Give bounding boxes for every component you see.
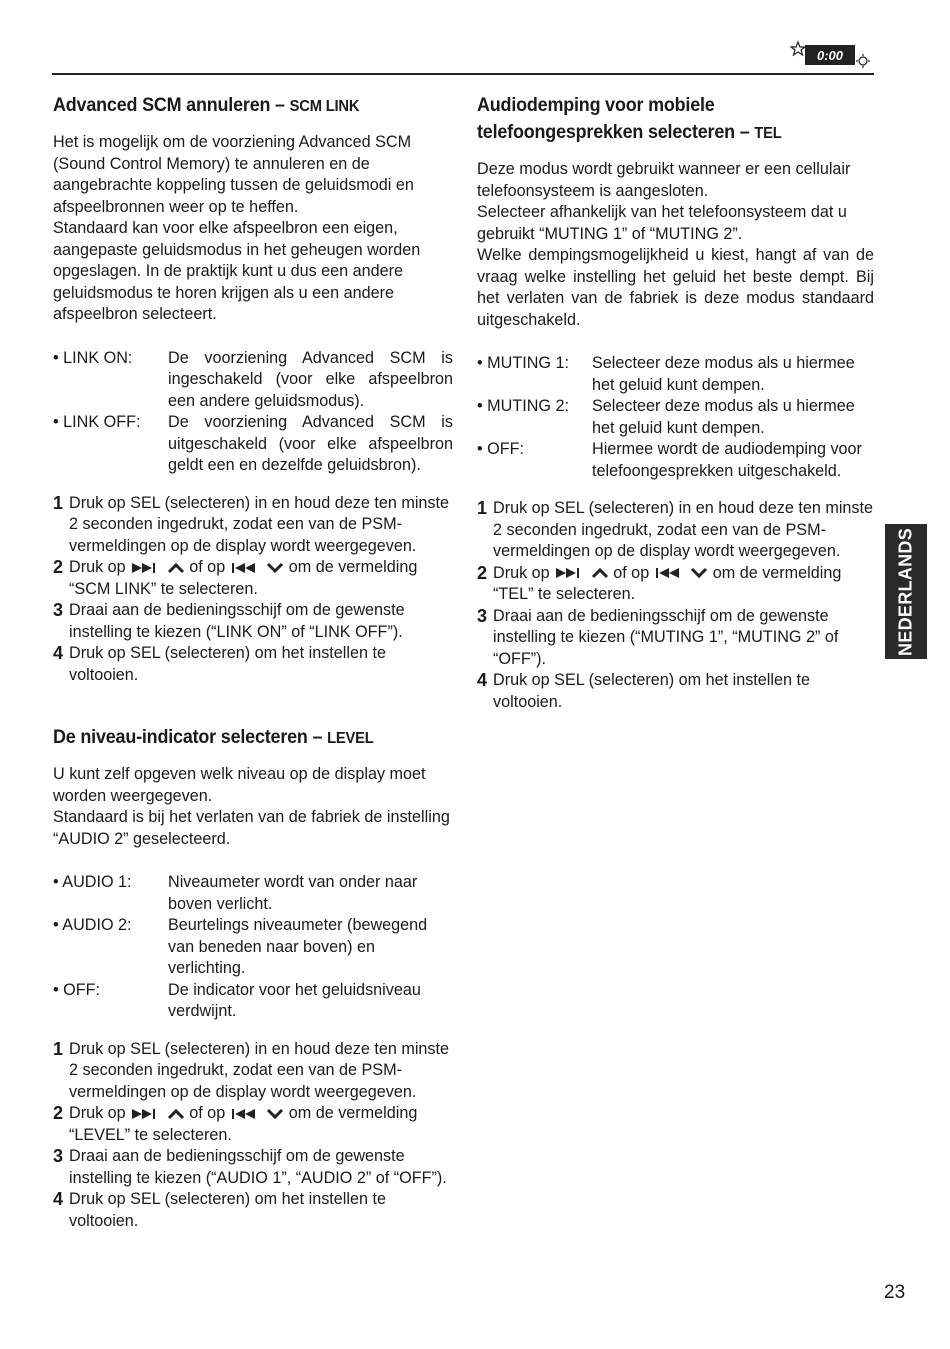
list-item: • AUDIO 2: Beurtelings niveaumeter (bewegend van beneden naar boven) en verlichting. <box>53 916 428 977</box>
paragraph: Standaard kan voor elke afspeelbron een eigen, aangepaste geluidsmodus in het geheugen worden opgeslagen. In de praktijk kunt u dus een andere geluidsmodus te horen krijgen als u een andere afspeelbron selecteert. <box>53 219 421 323</box>
step-4: 4 Druk op SEL (selecteren) om het instellen te voltooien. <box>53 643 387 684</box>
step-4: 4 Druk op SEL (selecteren) om het instellen te voltooien. <box>477 670 811 711</box>
list-item: • LINK ON: De voorziening Advanced SCM is ingeschakeld (voor elke afspeelbron een andere geluidsmodus). <box>53 348 453 410</box>
list-item: • OFF: Hiermee wordt de audiodemping voor telefoongesprekken uitgeschakeld. <box>477 440 862 480</box>
chevron-up-icon <box>167 562 185 574</box>
list-item: • AUDIO 1: Niveaumeter wordt van onder naar boven verlicht. <box>53 873 418 913</box>
skip-next-icon <box>130 562 162 574</box>
chevron-up-icon <box>591 567 609 579</box>
header-rule <box>52 73 874 75</box>
step-3: 3 Draai aan de bedieningsschijf om de gewenste instelling te kiezen (“LINK ON” of “LINK OFF”). <box>53 600 405 641</box>
step-1: 1 Druk op SEL (selecteren) in en houd deze ten minste 2 seconden ingedrukt, zodat een van de PSM-vermeldingen op de display wordt weergegeven. <box>53 1038 450 1101</box>
section-title-tel: Audiodemping voor mobiele telefoongesprekken selecteren – TEL <box>477 94 782 143</box>
left-column <box>53 92 453 1232</box>
clock-display-icon <box>790 40 872 70</box>
step-3: 3 Draai aan de bedieningsschijf om de gewenste instelling te kiezen (“MUTING 1”, “MUTING 2” of “OFF”). <box>477 605 839 668</box>
skip-previous-icon <box>654 567 686 579</box>
chevron-down-icon <box>266 1108 284 1120</box>
paragraph: Welke dempingsmogelijkheid u kiest, hangt af van de vraag welke instelling het geluid het beste dempt. Bij het verlaten van de fabriek is deze modus standaard uitgeschakeld. <box>477 246 874 329</box>
page-number: 23 <box>884 1282 906 1303</box>
step-2: 2 Druk op of op om de vermelding “TEL” te selecteren. <box>477 562 842 603</box>
step-1: 1 Druk op SEL (selecteren) in en houd deze ten minste 2 seconden ingedrukt, zodat een van de PSM-vermeldingen op de display wordt weergegeven. <box>477 498 874 560</box>
clock-display-text: 0:00 <box>816 48 844 63</box>
right-column <box>477 92 874 713</box>
list-item: • MUTING 2: Selecteer deze modus als u hiermee het geluid kunt dempen. <box>477 397 855 437</box>
skip-next-icon <box>130 1108 162 1120</box>
section-title-scm: Advanced SCM annuleren – SCM LINK <box>53 94 360 116</box>
paragraph: Deze modus wordt gebruikt wanneer er een cellulair telefoonsysteem is aangesloten. <box>477 160 851 200</box>
step-2: 2 Druk op of op om de vermelding “SCM LINK” te selecteren. <box>53 557 418 598</box>
skip-previous-icon <box>230 1108 262 1120</box>
step-2: 2 Druk op of op om de vermelding “LEVEL” te selecteren. <box>53 1103 418 1144</box>
list-item: • LINK OFF: De voorziening Advanced SCM is uitgeschakeld (voor elke afspeelbron geldt een en dezelfde geluidsbron). <box>53 413 453 474</box>
paragraph: U kunt zelf opgeven welk niveau op de display moet worden weergegeven. <box>53 765 426 805</box>
language-tab-label: NEDERLANDS <box>895 527 916 656</box>
chevron-down-icon <box>690 567 708 579</box>
language-tab <box>885 524 927 659</box>
step-1: 1 Druk op SEL (selecteren) in en houd deze ten minste 2 seconden ingedrukt, zodat een van de PSM-vermeldingen op de display wordt weergegeven. <box>53 492 450 555</box>
section-title-level: De niveau-indicator selecteren – LEVEL <box>53 726 374 748</box>
step-4: 4 Druk op SEL (selecteren) om het instellen te voltooien. <box>53 1189 387 1230</box>
step-3: 3 Draai aan de bedieningsschijf om de gewenste instelling te kiezen (“AUDIO 1”, “AUDIO 2” of “OFF”). <box>53 1146 447 1187</box>
paragraph: Standaard is bij het verlaten van de fabriek de instelling “AUDIO 2” geselecteerd. <box>53 808 450 848</box>
chevron-down-icon <box>266 562 284 574</box>
skip-next-icon <box>554 567 586 579</box>
chevron-up-icon <box>167 1108 185 1120</box>
paragraph: Het is mogelijk om de voorziening Advanced SCM (Sound Control Memory) te annuleren en de aangebrachte koppeling tussen de geluidsmodi en afspeelbronnen weer op te heffen. <box>53 133 414 216</box>
skip-previous-icon <box>230 562 262 574</box>
paragraph: Selecteer afhankelijk van het telefoonsysteem dat u gebruikt “MUTING 1” of “MUTING 2”. <box>477 203 847 243</box>
list-item: • OFF: De indicator voor het geluidsniveau verdwijnt. <box>53 980 421 1020</box>
list-item: • MUTING 1: Selecteer deze modus als u hiermee het geluid kunt dempen. <box>477 354 855 394</box>
